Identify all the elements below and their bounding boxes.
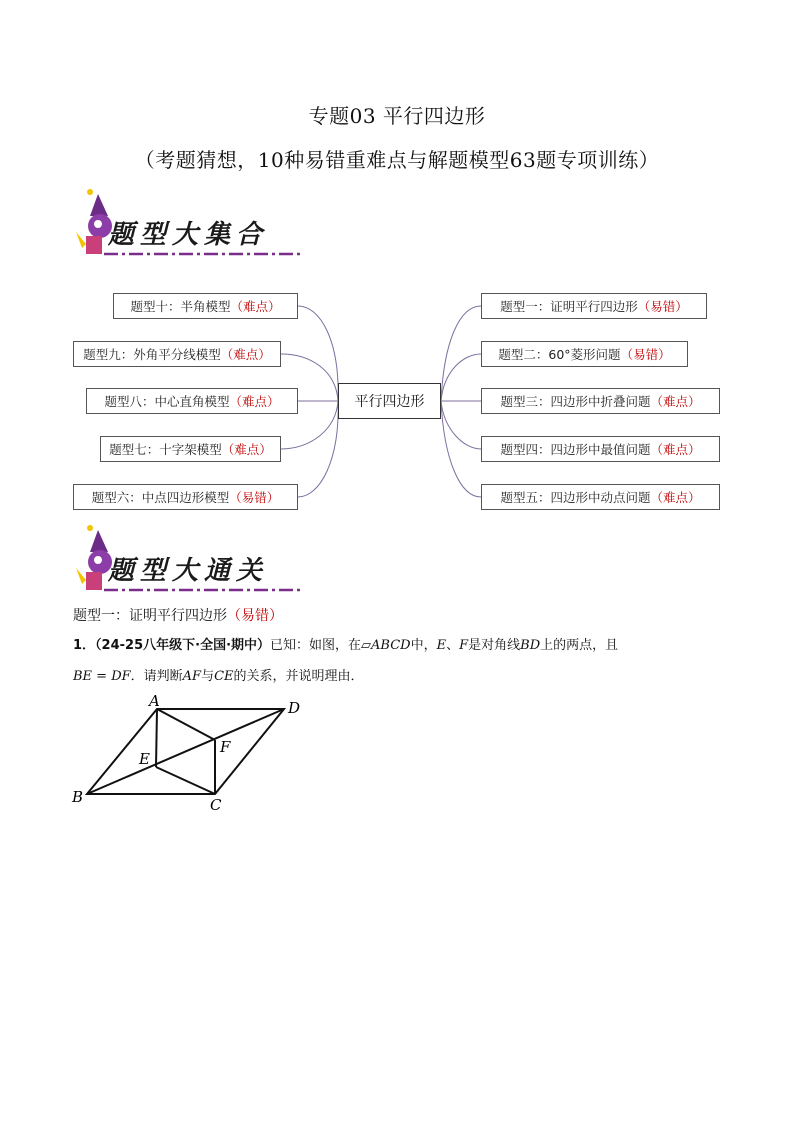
mindmap-item-type8: 题型八：中心直角模型（难点） [86, 388, 298, 414]
mindmap-item-type3: 题型三：四边形中折叠问题（难点） [481, 388, 720, 414]
question-line-2: BE = DF．请判断AF与CE的关系，并说明理由． [73, 669, 364, 684]
label-e: E [139, 750, 150, 768]
page-title: 专题03 平行四边形 [308, 104, 486, 128]
banner-collection-text: 题型大集合 [108, 220, 269, 250]
banner-pass-text: 题型大通关 [108, 556, 269, 586]
mindmap-item-type2: 题型二：60°菱形问题（易错） [481, 341, 688, 367]
question-line-1: 1．（24-25八年级下·全国·期中）已知：如图，在▱ABCD中，E、F是对角线BD上的两点，且 [73, 638, 619, 653]
mindmap-center: 平行四边形 [338, 383, 441, 419]
label-a: A [149, 692, 160, 710]
label-d: D [288, 699, 301, 717]
section-title: 题型一：证明平行四边形（易错） [73, 608, 283, 624]
mindmap-item-type1: 题型一：证明平行四边形（易错） [481, 293, 707, 319]
mindmap-item-type5: 题型五：四边形中动点问题（难点） [481, 484, 720, 510]
banner-pass [68, 522, 308, 602]
label-b: B [72, 788, 84, 806]
mindmap-item-type9: 题型九：外角平分线模型（难点） [73, 341, 281, 367]
parallelogram-figure [60, 690, 320, 820]
page-subtitle: （考题猜想，10种易错重难点与解题模型63题专项训练） [134, 148, 660, 172]
mindmap-item-type7: 题型七：十字架模型（难点） [100, 436, 281, 462]
mindmap-item-type4: 题型四：四边形中最值问题（难点） [481, 436, 720, 462]
label-f: F [220, 738, 231, 756]
banner-underline [104, 588, 300, 592]
mindmap-connectors [0, 0, 794, 560]
mindmap-item-type6: 题型六：中点四边形模型（易错） [73, 484, 298, 510]
label-c: C [210, 796, 222, 814]
mindmap-item-type10: 题型十：半角模型（难点） [113, 293, 298, 319]
